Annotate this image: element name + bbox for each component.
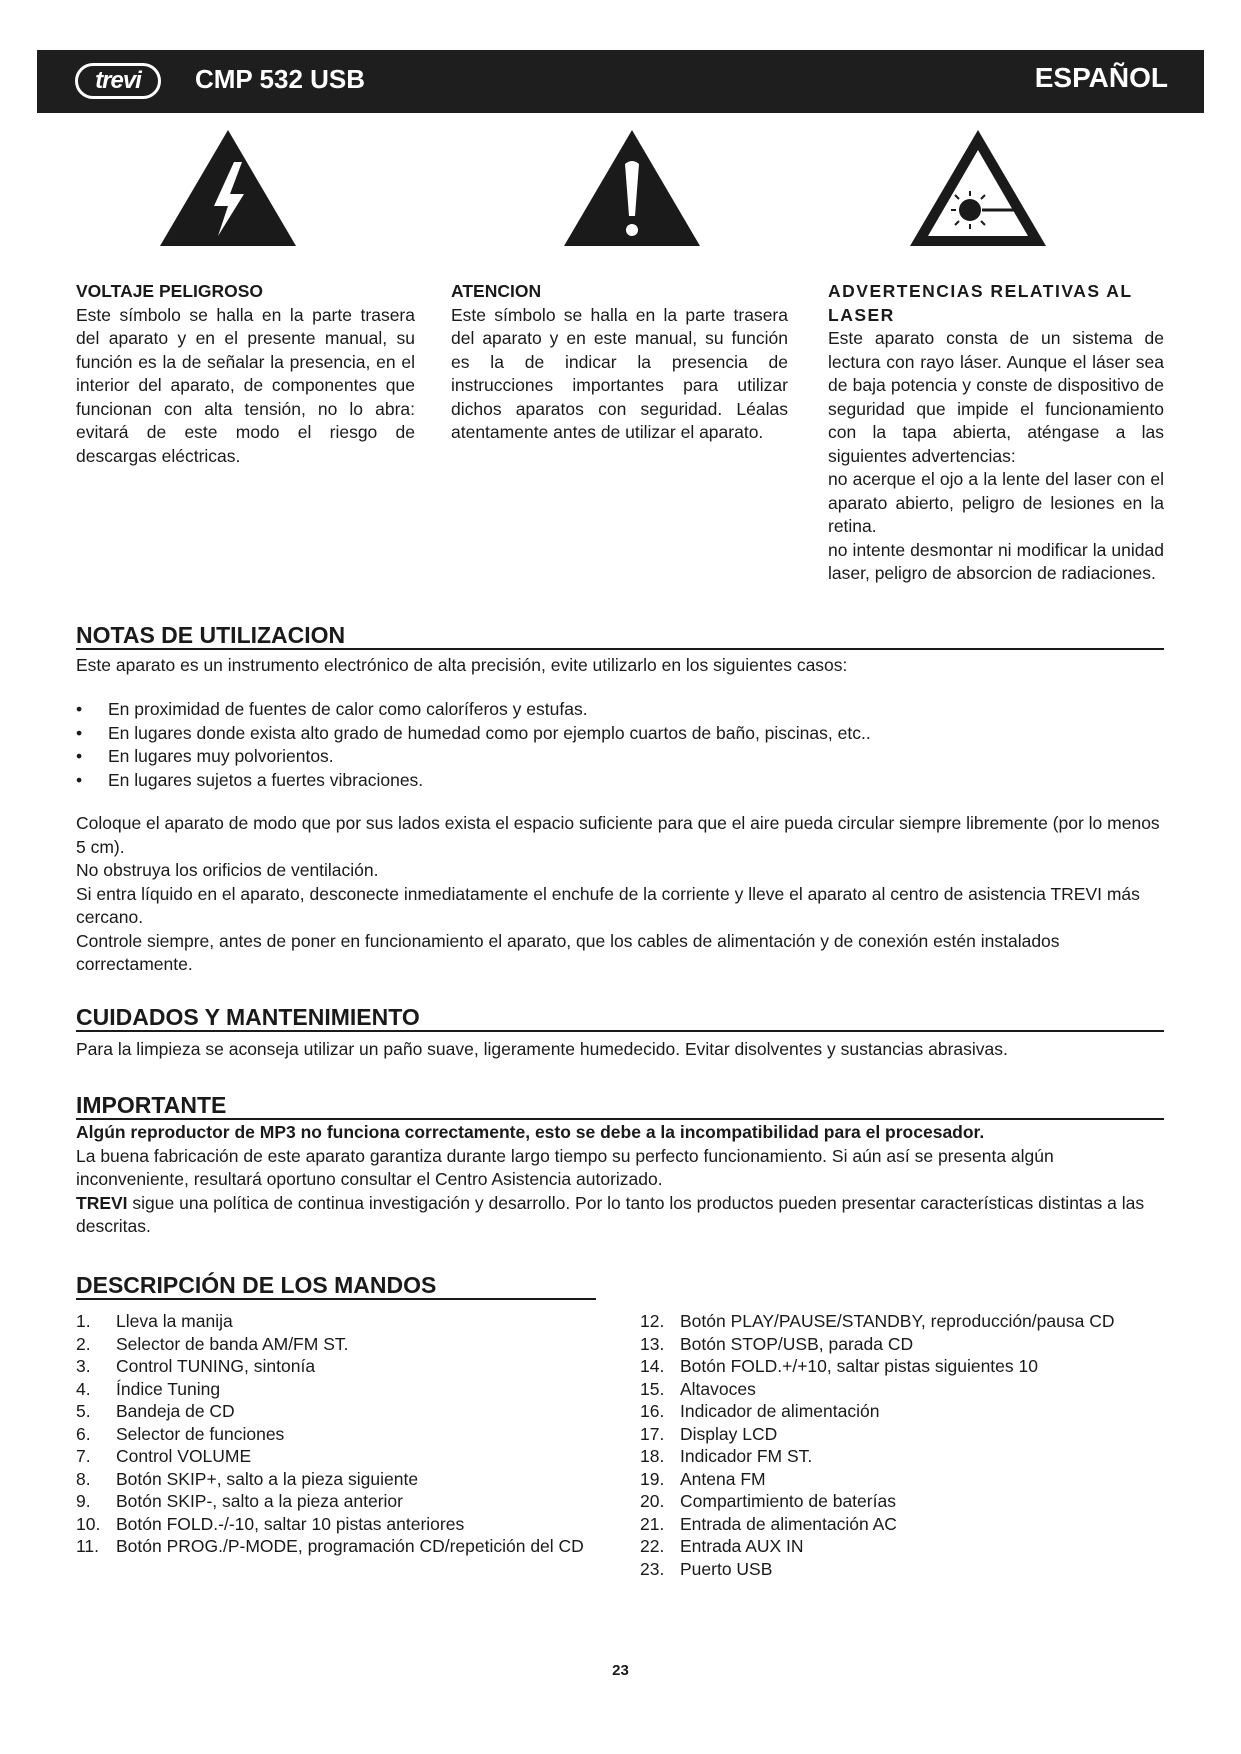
- exclamation-warning-icon: [562, 128, 702, 248]
- care-title: CUIDADOS Y MANTENIMIENTO: [76, 1004, 1164, 1032]
- laser-warning-title: ADVERTENCIAS RELATIVAS AL LASER: [828, 281, 1133, 325]
- controls-title: DESCRIPCIÓN DE LOS MANDOS: [76, 1272, 596, 1300]
- list-item: 21. Entrada de alimentación AC: [640, 1513, 897, 1534]
- laser-warning-text: Este aparato consta de un sistema de lectura con rayo láser. Aunque el láser sea de baja potencia y conste de dispositivo de seguridad que impide el funcionamiento con la tapa abierta, aténgase a las siguientes advertencias:: [828, 328, 1164, 466]
- list-item: 20. Compartimiento de baterías: [640, 1491, 896, 1511]
- important-title: IMPORTANTE: [76, 1092, 1164, 1120]
- laser-warning-icon: [908, 128, 1048, 248]
- list-item: 5. Bandeja de CD: [76, 1401, 235, 1421]
- controls-list-left: [76, 1310, 616, 1558]
- laser-warning-item: no intente desmontar ni modificar la unidad laser, peligro de absorcion de radiaciones.: [828, 539, 1164, 583]
- attention-warning-title: ATENCION: [451, 281, 542, 301]
- controls-list-right: [640, 1310, 1200, 1580]
- list-item: 14. Botón FOLD.+/+10, saltar pistas siguientes 10: [640, 1356, 1038, 1376]
- list-item: 3. Control TUNING, sintonía: [76, 1356, 316, 1376]
- list-item: 22. Entrada AUX IN: [640, 1536, 804, 1556]
- laser-warning: [828, 280, 1164, 586]
- care-text: Para la limpieza se aconseja utilizar un paño suave, ligeramente humedecido. Evitar disolventes y sustancias abrasivas.: [76, 1039, 1008, 1059]
- header-bar: [37, 50, 1204, 113]
- usage-notes-title: NOTAS DE UTILIZACION: [76, 622, 1164, 650]
- usage-paragraph: Coloque el aparato de modo que por sus lados exista el espacio suficiente para que el aire pueda circular siempre libremente (por lo menos 5 cm).: [76, 813, 1160, 857]
- usage-notes-list: [76, 698, 1164, 792]
- list-item: 11. Botón PROG./P-MODE, programación CD/repetición del CD: [76, 1536, 584, 1556]
- electric-shock-warning-icon: [158, 128, 298, 248]
- list-item: 15. Altavoces: [640, 1378, 756, 1399]
- list-item: • En proximidad de fuentes de calor como caloríferos y estufas.: [76, 698, 1164, 722]
- usage-paragraph: No obstruya los orificios de ventilación.: [76, 860, 379, 880]
- list-item: 2. Selector de banda AM/FM ST.: [76, 1333, 349, 1354]
- list-item: 4. Índice Tuning: [76, 1378, 221, 1399]
- usage-notes-intro: Este aparato es un instrumento electrónico de alta precisión, evite utilizarlo en los siguientes casos:: [76, 655, 848, 675]
- language-label: ESPAÑOL: [1034, 62, 1168, 93]
- voltage-warning-text: Este símbolo se halla en la parte trasera del aparato y en el presente manual, su función es la de señalar la presencia, en el interior del aparato, de componentes que funcionan con alta tensión, no lo abra: evitará de este modo el riesgo de descargas eléctricas.: [76, 304, 415, 466]
- list-item: 7. Control VOLUME: [76, 1446, 252, 1466]
- list-item: 19. Antena FM: [640, 1468, 766, 1489]
- list-item: 17. Display LCD: [640, 1423, 778, 1444]
- list-item: • En lugares donde exista alto grado de humedad como por ejemplo cuartos de baño, piscinas, etc..: [76, 722, 1164, 746]
- list-item: • En lugares muy polvorientos.: [76, 745, 1164, 769]
- list-item: 23. Puerto USB: [640, 1558, 773, 1579]
- important-trevi-text: [76, 1192, 1164, 1239]
- list-item: • En lugares sujetos a fuertes vibraciones.: [76, 769, 1164, 793]
- voltage-warning-title: VOLTAJE PELIGROSO: [76, 281, 264, 301]
- page-number: 23: [612, 1662, 629, 1679]
- important-policy-text: sigue una política de continua investigación y desarrollo. Por lo tanto los productos pueden presentar características distintas a las descritas.: [76, 1192, 1145, 1236]
- important-bold-text: Algún reproductor de MP3 no funciona correctamente, esto se debe a la incompatibilidad para el procesador.: [76, 1122, 985, 1142]
- model-title: CMP 532 USB: [195, 64, 366, 94]
- attention-warning: [451, 280, 788, 445]
- list-item: 16. Indicador de alimentación: [640, 1401, 880, 1421]
- list-item: 10. Botón FOLD.-/-10, saltar 10 pistas anteriores: [76, 1513, 465, 1534]
- voltage-warning: [76, 280, 415, 468]
- list-item: 13. Botón STOP/USB, parada CD: [640, 1333, 914, 1354]
- brand-name: TREVI: [76, 1192, 128, 1213]
- list-item: 12. Botón PLAY/PAUSE/STANDBY, reproducción/pausa CD: [640, 1311, 1115, 1331]
- list-item: 6. Selector de funciones: [76, 1423, 285, 1444]
- list-item: 9. Botón SKIP-, salto a la pieza anterior: [76, 1491, 403, 1511]
- usage-paragraph: Controle siempre, antes de poner en funcionamiento el aparato, que los cables de alimentación y de conexión estén instalados correctamente.: [76, 930, 1060, 974]
- list-item: 8. Botón SKIP+, salto a la pieza siguiente: [76, 1468, 419, 1489]
- attention-warning-text: Este símbolo se halla en la parte trasera del aparato y en este manual, su función es la de indicar la presencia de instrucciones importantes para utilizar dichos aparatos con seguridad. Léalas atentamente antes de utilizar el aparato.: [451, 304, 788, 442]
- list-item: 18. Indicador FM ST.: [640, 1446, 813, 1466]
- laser-warning-item: no acerque el ojo a la lente del laser con el aparato abierto, peligro de lesiones en la retina.: [828, 469, 1164, 536]
- usage-notes-paragraphs: [76, 812, 1164, 977]
- usage-paragraph: Si entra líquido en el aparato, desconecte inmediatamente el enchufe de la corriente y lleve el aparato al centro de asistencia TREVI más cercano.: [76, 883, 1140, 927]
- trevi-logo: trevi: [75, 63, 161, 99]
- list-item: 1. Lleva la manija: [76, 1311, 233, 1331]
- important-body: [76, 1121, 1164, 1239]
- important-text: La buena fabricación de este aparato garantiza durante largo tiempo su perfecto funcionamiento. Si aún así se presenta algún inconveniente, resultará oportuno consultar el Centro Asistencia autorizado.: [76, 1145, 1054, 1189]
